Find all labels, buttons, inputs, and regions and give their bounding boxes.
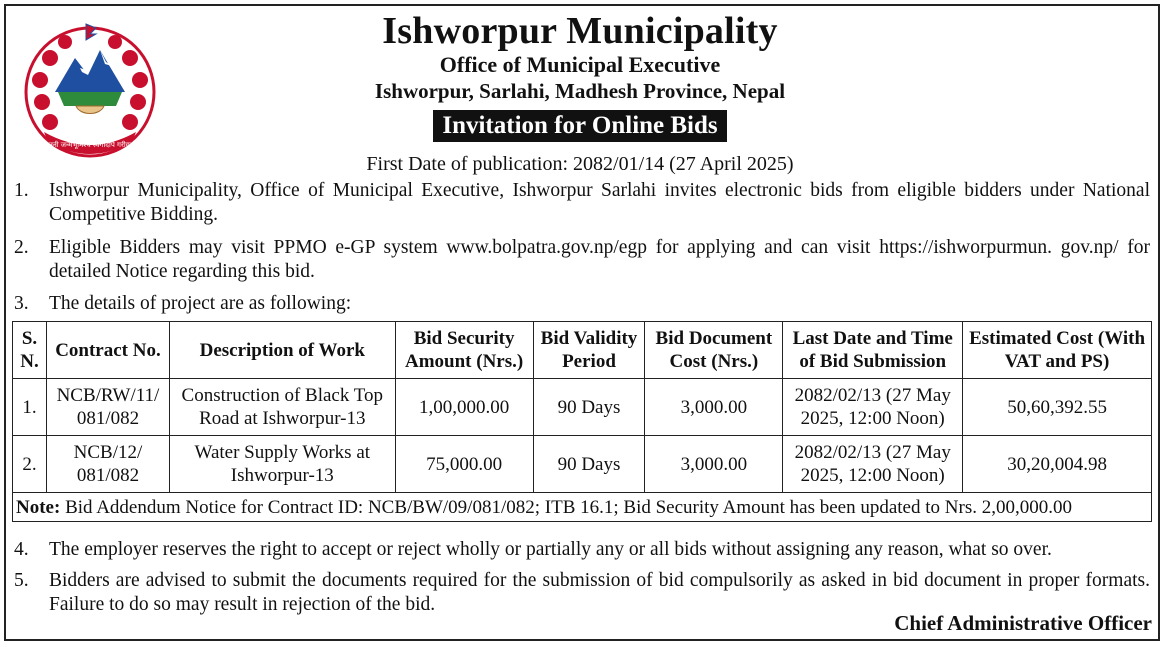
cell-description: Construction of Black Top Road at Ishworpur-13 [169,379,395,436]
signatory-title: Chief Administrative Officer [894,611,1152,635]
cell-estimate: 50,60,392.55 [963,379,1152,436]
paragraph-3 [14,292,1150,316]
addendum-note [13,493,1152,522]
office-name: Office of Municipal Executive [439,52,721,77]
header-doc-cost: Bid Document Cost (Nrs.) [645,322,783,379]
cell-estimate: 30,20,004.98 [963,436,1152,493]
header-estimate: Estimated Cost (With VAT and PS) [963,322,1152,379]
paragraph-text: Bidders are advised to submit the documents required for the submission of bid compulsorily as asked in bid document in proper formats. Failure to do so may result in rejection of the bid. [49,570,1150,615]
cell-deadline: 2082/02/13 (27 May 2025, 12:00 Noon) [783,436,963,493]
note-label: Note: [16,496,61,518]
header-sn: S. N. [13,322,47,379]
cell-contract: NCB/RW/11/ 081/082 [46,379,169,436]
note-row [13,493,1152,522]
header-deadline: Last Date and Time of Bid Submission [783,322,963,379]
paragraph-2 [14,236,1150,284]
cell-deadline: 2082/02/13 (27 May 2025, 12:00 Noon) [783,379,963,436]
paragraph-number: 2. [14,237,29,258]
paragraph-text: Eligible Bidders may visit PPMO e-GP system www.bolpatra.gov.np/egp for applying and can visit https://ishworpurmun. gov.np/ for detailed Notice regarding this bid. [49,237,1150,282]
paragraph-1 [14,179,1150,227]
note-text: Bid Addendum Notice for Contract ID: NCB/BW/09/081/082; ITB 16.1; Bid Security Amount has been updated to Nrs. 2,00,000.00 [65,496,1072,518]
cell-sn: 2. [13,436,47,493]
table-header-row [13,322,1152,379]
cell-doc-cost: 3,000.00 [645,436,783,493]
paragraph-number: 1. [14,180,29,201]
header-validity: Bid Validity Period [533,322,645,379]
paragraph-number: 4. [14,539,29,560]
paragraph-number: 5. [14,570,29,591]
cell-description: Water Supply Works at Ishworpur-13 [169,436,395,493]
cell-security: 1,00,000.00 [395,379,533,436]
publication-date: First Date of publication: 2082/01/14 (27 April 2025) [366,153,794,175]
emblem-motto: जननी जन्मभूमिश्च स्वर्गादपि गरीयसी [43,141,137,149]
header-security: Bid Security Amount (Nrs.) [395,322,533,379]
notice-banner: Invitation for Online Bids [433,110,726,142]
cell-contract: NCB/12/ 081/082 [46,436,169,493]
paragraph-5 [14,569,1150,617]
nepal-government-emblem-icon [20,20,160,160]
paragraph-text: Ishworpur Municipality, Office of Municipal Executive, Ishworpur Sarlahi invites electronic bids from eligible bidders under National Competitive Bidding. [49,180,1150,225]
table-row [13,379,1152,436]
header-description: Description of Work [169,322,395,379]
cell-security: 75,000.00 [395,436,533,493]
paragraph-4 [14,538,1150,562]
office-address: Ishworpur, Sarlahi, Madhesh Province, Nepal [374,79,786,103]
page-title: Ishworpur Municipality [382,10,778,52]
paragraph-text: The employer reserves the right to accept or reject wholly or partially any or all bids without assigning any reason, what so over. [49,539,1052,560]
paragraph-text: The details of project are as following: [49,293,352,314]
cell-validity: 90 Days [533,379,645,436]
cell-doc-cost: 3,000.00 [645,379,783,436]
header-contract: Contract No. [46,322,169,379]
bid-details-table [12,321,1152,522]
cell-validity: 90 Days [533,436,645,493]
cell-sn: 1. [13,379,47,436]
notice-header [170,10,990,142]
table-row [13,436,1152,493]
paragraph-number: 3. [14,293,29,314]
